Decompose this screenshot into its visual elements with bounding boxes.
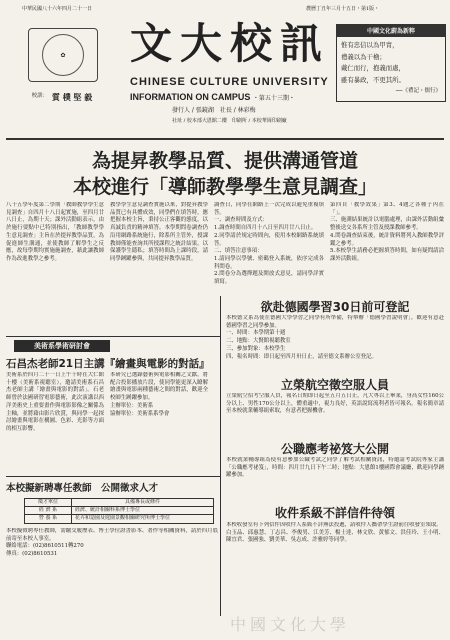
main-article-col2: 教學學生意見調查實施以來，對提昇教學品質已有具體成效，同學們在填答時，應把握本校主旨，秉持公正客觀的態度，以真誠負責的精神填答。本學期問卷調查仍沿用網路系統施行，除系所主管外，授課教師僅能查詢其所授課程之統計結果，以保護學生隱私；填答時間為上課時段，請同學踴躍參與，共同提昇教學品質。 bbox=[110, 202, 208, 262]
lost-mail-headline: 收件系級不詳信件待領 bbox=[274, 506, 395, 520]
recruit-table bbox=[24, 498, 214, 524]
main-article-col3: 調查日，同學在網路上一次完成以避免重複填答。 一、調查時間及方式： 1.調查時間自四月十八日至四月廿八日止。 2.同學請於規定時間內，使用本校網路系統填答。 二、填答注意事項： 1.請同學以學號、密碼登入系統，依序完成各科問卷。 2.問卷分為選擇題及開放式意見，請同學詳實填寫。 bbox=[214, 202, 324, 286]
main-article-col1: 八十五學年度第二學期「教師教學學生意見調查」自四月十八日起實施，至四月廿八日止，為期十天；課外活動組表示，由於施行要點中已特別指出，「教師教學學生意見調查」主旨在於提昇教學品質，為促進師生溝通，並使教師了解學生之反應，故每學期均實施施調查，藉此讓教師作為改進教學之參考。 bbox=[6, 202, 104, 262]
table-cell: 徵才單位 bbox=[25, 499, 72, 507]
art-article-col2: 本研究已選錄藝術與電影相關之文獻，將配合投影播放片段，使同學能更深入瞭解繪畫與電影兩種藝術之間的對話，歡迎全校師生踴躍參加。 主辦單位：美術系 協辦單位：美術系系學會 bbox=[110, 372, 208, 417]
publish-date: 中華民國八十六年四月二十一日 bbox=[22, 6, 93, 12]
newspaper-title-en: CHINESE CULTURE UNIVERSITY bbox=[130, 76, 329, 88]
slogan-line: 戴仁而行，抱義而處， bbox=[341, 64, 405, 72]
slogan-body bbox=[336, 37, 446, 102]
watermark: 中國文化大學 bbox=[230, 615, 351, 634]
slogan-box bbox=[336, 24, 446, 134]
masthead bbox=[6, 6, 444, 136]
main-headline-1: 為提昇教學品質、提供溝通管道 bbox=[91, 150, 358, 172]
section-divider bbox=[6, 476, 220, 477]
slogan-line: 雖有暴政，不更其所。 bbox=[341, 75, 405, 84]
university-seal bbox=[28, 28, 98, 82]
main-article-col4: 第四頁「教學效果」第3、4題之各種子內在「」。 三、施測結果統計以電腦處理，由課外活動組彙整後送交各系所主管及授課教師參考。 4.問卷調查結束後，統計資料將列入教師教學評鑑之參考。 5.本校學生請務必把握填答時間，如有疑問請洽課外活動組。 bbox=[330, 202, 444, 262]
table-cell: 經 濟 系 bbox=[25, 507, 72, 515]
motto-label: 校訓： bbox=[31, 93, 48, 100]
table-cell: 花卉和造園及庭園景觀相關研究所博士學位 bbox=[72, 515, 214, 523]
art-headline: 石昌杰老師21日主講『繪畫與電影的對話』 bbox=[6, 358, 210, 370]
address-line: 社址 / 校本部大恩館二樓 印刷所 / 本校華岡印刷廠 bbox=[172, 118, 287, 124]
table-row bbox=[25, 499, 214, 507]
germany-headline: 欲赴德國學習30日前可登記 bbox=[260, 300, 410, 314]
lost-mail-article: 本校收發室有下列信件因收件人系級不詳無法投遞，請收件人攜帶學生證前往收發室領取。 白玉品、邱惠慧、丁志昌、李俊男、江美芳、楊士達、林文欣、黃郁文、洪佳玲、王小明、陳宜君、張國強、劉美華、吳志成、許雅婷等同學。 bbox=[226, 522, 444, 544]
issue-number: ・第五十三期・ bbox=[252, 95, 295, 102]
recruit-article: 本校擬徵聘專任教師，需繳交履歷表、博士學位證書影本、著作等相關資料，請於四月底前寄至本校人事室。 聯絡電話：(02)8610511轉270 傳真：(02)8610531 bbox=[6, 528, 218, 558]
slogan-heading: 中國文化蔚為新粹 bbox=[336, 24, 446, 37]
publisher-line: 發行人 / 張鏡湖 社長 / 林彩梅 bbox=[172, 107, 256, 114]
table-cell: 營 養 系 bbox=[25, 515, 72, 523]
table-cell: 經濟、統計相關科系博士學位 bbox=[72, 507, 214, 515]
airline-article: 立榮航空招考空服人員，報名日期即日起至五月五日止，凡大專以上畢業，身高女性160公分以上、男性170公分以上，體重適中，視力良好，英語說寫流利者皆可報名。報名簡章請至本校就業輔導組索取，有意者把握機會。 bbox=[226, 393, 444, 415]
table-row bbox=[25, 507, 214, 515]
masthead-divider bbox=[6, 138, 444, 140]
school-motto bbox=[28, 84, 96, 110]
seal-emblem-icon: ✿ bbox=[42, 34, 84, 76]
table-row bbox=[25, 515, 214, 523]
exam-article: 本校就業輔導組為使有意參加公職考試之同學了解考試相關資訊，特邀請考試院專家主講「公職應考祕笈」，時間：四月廿九日下午二時；地點：大恩館1樓國際會議廳，歡迎同學踴躍參加。 bbox=[226, 457, 444, 479]
slogan-line: 禮義以為干櫓； bbox=[341, 52, 386, 61]
slogan-source: ──《禮記・儒行》 bbox=[395, 88, 441, 94]
motto-text: 質 樸 堅 毅 bbox=[51, 91, 93, 102]
recruit-headline: 本校擬新聘專任教師 公開徵求人才 bbox=[6, 483, 159, 494]
subtitle-en-text: INFORMATION ON CAMPUS bbox=[130, 92, 251, 102]
column-divider bbox=[220, 296, 221, 616]
section-divider bbox=[6, 336, 220, 337]
art-article-col1: 美術系於四月二十一日上午十時在大仁館十樓（美術系視聽室），邀請美術系石昌杰老師主講「繪畫與電影的對話」。石老師曾於法國研習電影藝術，此次演講以西洋美術史上重要畫作與電影影像之關係為主軸，並將藉由影片欣賞，與同學一起探討繪畫與電影在構圖、色彩、光影等方面的相互影響。 bbox=[6, 372, 104, 432]
germany-article: 本校德文系為使在德國大學學習之同學有所準備，特舉辦「德國學習說明會」，歡迎有意赴德國學習之同學參加。 一、時間：本學期第十週 二、地點：大賢館視聽教室 三、參加對象：本校學生 四、報名時間：即日起至四月卅日止，請至德文系辦公室登記。 bbox=[226, 315, 444, 360]
slogan-line: 惟有忠信以為甲胄， bbox=[341, 41, 399, 49]
table-cell: 具備專長或條件 bbox=[72, 499, 214, 507]
airline-headline: 立榮航空徵空服人員 bbox=[280, 378, 389, 392]
art-section-banner: 美術系學術研討會 bbox=[14, 340, 110, 352]
newspaper-title: 文大校訊 bbox=[130, 19, 331, 68]
main-headline-2: 本校進行「導師教學學生意見調查」 bbox=[72, 176, 377, 198]
lunar-date: 農曆丁丑年三月十五日・第1版・ bbox=[306, 6, 380, 12]
newspaper-subtitle-en bbox=[130, 92, 295, 102]
exam-headline: 公職應考祕笈大公開 bbox=[280, 442, 389, 456]
